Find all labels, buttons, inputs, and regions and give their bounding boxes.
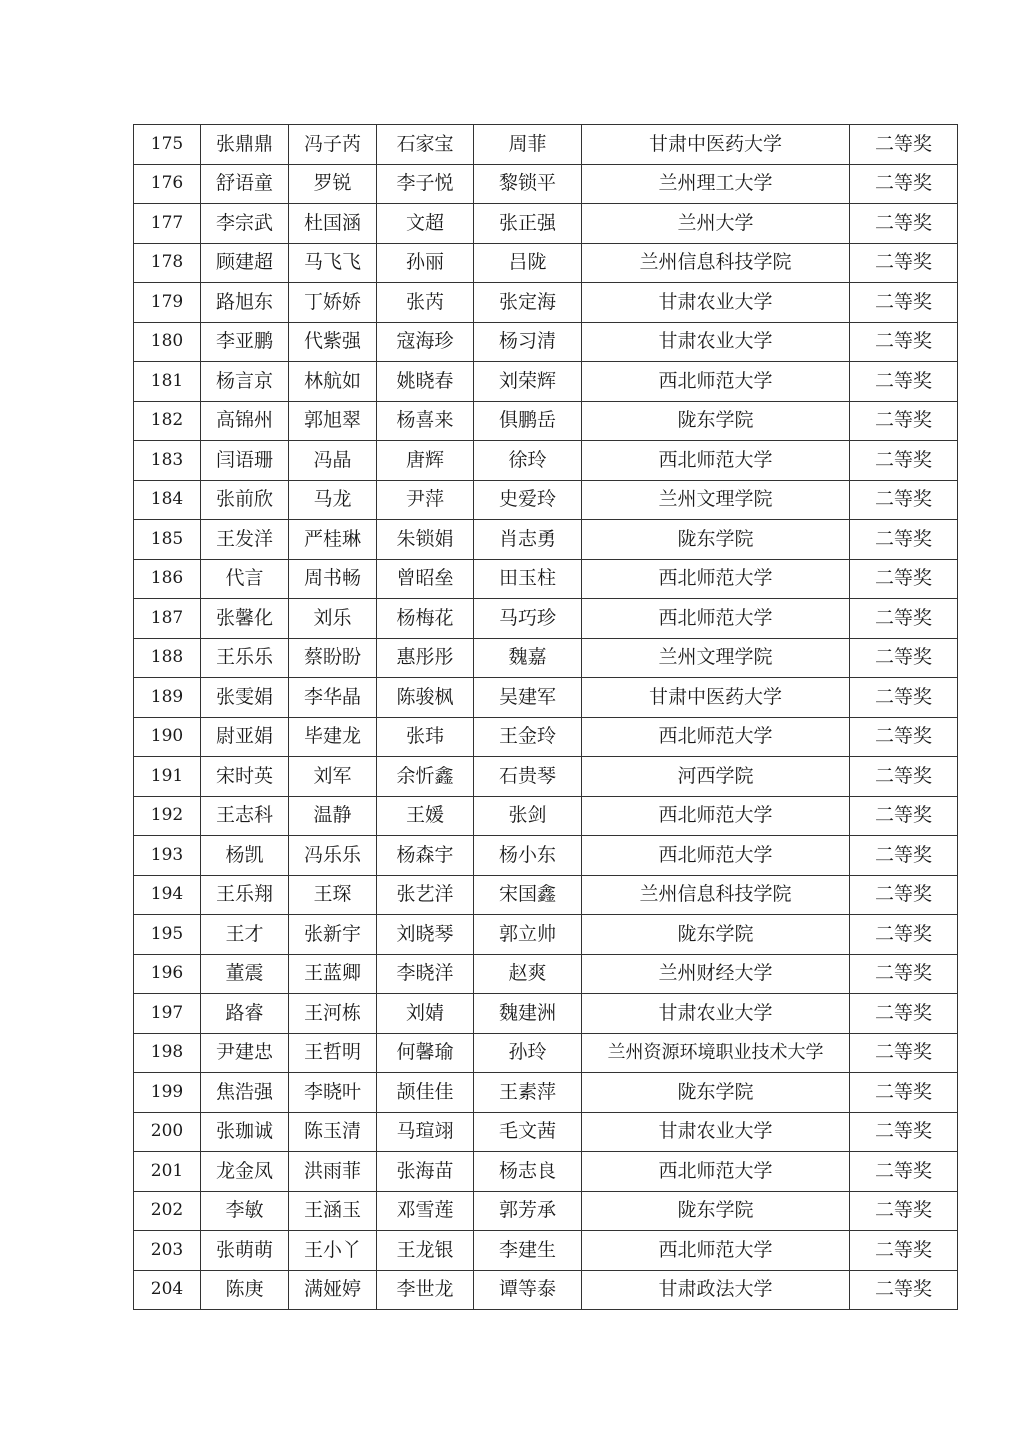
school-cell: 陇东学院 xyxy=(582,520,850,560)
member-3-cell: 石家宝 xyxy=(377,125,474,165)
entry-number-cell: 203 xyxy=(134,1231,201,1271)
entry-number-cell: 179 xyxy=(134,283,201,323)
member-3-cell: 尹萍 xyxy=(377,480,474,520)
school-cell: 陇东学院 xyxy=(582,1073,850,1113)
member-2-cell: 陈玉清 xyxy=(289,1112,377,1152)
table-row xyxy=(134,559,958,599)
entry-number-cell: 183 xyxy=(134,441,201,481)
entry-number-cell: 195 xyxy=(134,915,201,955)
member-3-cell: 惠彤彤 xyxy=(377,638,474,678)
entry-number-cell: 196 xyxy=(134,954,201,994)
member-2-cell: 严桂琳 xyxy=(289,520,377,560)
entry-number-cell: 187 xyxy=(134,599,201,639)
award-cell: 二等奖 xyxy=(850,599,958,639)
award-cell: 二等奖 xyxy=(850,1073,958,1113)
table-row xyxy=(134,717,958,757)
member-3-cell: 唐辉 xyxy=(377,441,474,481)
advisor-cell: 张正强 xyxy=(474,204,582,244)
member-2-cell: 毕建龙 xyxy=(289,717,377,757)
member-3-cell: 颉佳佳 xyxy=(377,1073,474,1113)
entry-number-cell: 204 xyxy=(134,1270,201,1310)
table-row xyxy=(134,1073,958,1113)
member-1-cell: 舒语童 xyxy=(201,164,289,204)
table-row xyxy=(134,599,958,639)
entry-number-cell: 197 xyxy=(134,994,201,1034)
school-cell: 兰州大学 xyxy=(582,204,850,244)
entry-number-cell: 186 xyxy=(134,559,201,599)
school-cell: 陇东学院 xyxy=(582,1191,850,1231)
member-2-cell: 刘乐 xyxy=(289,599,377,639)
award-cell: 二等奖 xyxy=(850,283,958,323)
school-cell: 兰州信息科技学院 xyxy=(582,243,850,283)
award-cell: 二等奖 xyxy=(850,1112,958,1152)
school-cell: 甘肃农业大学 xyxy=(582,994,850,1034)
entry-number-cell: 180 xyxy=(134,322,201,362)
member-2-cell: 杜国涵 xyxy=(289,204,377,244)
award-cell: 二等奖 xyxy=(850,954,958,994)
member-3-cell: 曾昭垒 xyxy=(377,559,474,599)
member-2-cell: 郭旭翠 xyxy=(289,401,377,441)
school-cell: 甘肃农业大学 xyxy=(582,1112,850,1152)
advisor-cell: 俱鹏岳 xyxy=(474,401,582,441)
advisor-cell: 张剑 xyxy=(474,796,582,836)
advisor-cell: 吴建军 xyxy=(474,678,582,718)
member-3-cell: 陈骏枫 xyxy=(377,678,474,718)
member-2-cell: 冯子芮 xyxy=(289,125,377,165)
advisor-cell: 郭立帅 xyxy=(474,915,582,955)
table-row xyxy=(134,994,958,1034)
member-1-cell: 董震 xyxy=(201,954,289,994)
member-1-cell: 路旭东 xyxy=(201,283,289,323)
advisor-cell: 黎锁平 xyxy=(474,164,582,204)
award-cell: 二等奖 xyxy=(850,757,958,797)
member-1-cell: 张雯娟 xyxy=(201,678,289,718)
member-2-cell: 马龙 xyxy=(289,480,377,520)
advisor-cell: 郭芳承 xyxy=(474,1191,582,1231)
member-2-cell: 冯乐乐 xyxy=(289,836,377,876)
entry-number-cell: 192 xyxy=(134,796,201,836)
advisor-cell: 杨小东 xyxy=(474,836,582,876)
table-row xyxy=(134,954,958,994)
advisor-cell: 周菲 xyxy=(474,125,582,165)
member-3-cell: 姚晓春 xyxy=(377,362,474,402)
entry-number-cell: 181 xyxy=(134,362,201,402)
entry-number-cell: 182 xyxy=(134,401,201,441)
school-cell: 西北师范大学 xyxy=(582,836,850,876)
member-2-cell: 马飞飞 xyxy=(289,243,377,283)
advisor-cell: 史爱玲 xyxy=(474,480,582,520)
member-3-cell: 李子悦 xyxy=(377,164,474,204)
member-2-cell: 李华晶 xyxy=(289,678,377,718)
member-3-cell: 马瑄翊 xyxy=(377,1112,474,1152)
member-1-cell: 李宗武 xyxy=(201,204,289,244)
award-results-table xyxy=(133,124,958,1310)
member-2-cell: 丁娇娇 xyxy=(289,283,377,323)
award-cell: 二等奖 xyxy=(850,480,958,520)
award-cell: 二等奖 xyxy=(850,164,958,204)
member-3-cell: 余忻鑫 xyxy=(377,757,474,797)
member-1-cell: 张萌萌 xyxy=(201,1231,289,1271)
school-cell: 兰州财经大学 xyxy=(582,954,850,994)
member-1-cell: 李敏 xyxy=(201,1191,289,1231)
award-cell: 二等奖 xyxy=(850,362,958,402)
member-2-cell: 王琛 xyxy=(289,875,377,915)
member-1-cell: 龙金凤 xyxy=(201,1152,289,1192)
award-cell: 二等奖 xyxy=(850,717,958,757)
table-row xyxy=(134,322,958,362)
member-1-cell: 顾建超 xyxy=(201,243,289,283)
table-row xyxy=(134,1033,958,1073)
member-2-cell: 周书畅 xyxy=(289,559,377,599)
school-cell: 兰州理工大学 xyxy=(582,164,850,204)
entry-number-cell: 202 xyxy=(134,1191,201,1231)
award-cell: 二等奖 xyxy=(850,796,958,836)
school-cell: 陇东学院 xyxy=(582,915,850,955)
table-row xyxy=(134,480,958,520)
table-row xyxy=(134,796,958,836)
member-2-cell: 王河栋 xyxy=(289,994,377,1034)
school-cell: 甘肃政法大学 xyxy=(582,1270,850,1310)
member-2-cell: 王涵玉 xyxy=(289,1191,377,1231)
member-1-cell: 焦浩强 xyxy=(201,1073,289,1113)
entry-number-cell: 188 xyxy=(134,638,201,678)
entry-number-cell: 194 xyxy=(134,875,201,915)
member-1-cell: 张馨化 xyxy=(201,599,289,639)
table-row xyxy=(134,243,958,283)
member-2-cell: 张新宇 xyxy=(289,915,377,955)
member-3-cell: 刘晓琴 xyxy=(377,915,474,955)
member-2-cell: 李晓叶 xyxy=(289,1073,377,1113)
table-row xyxy=(134,1152,958,1192)
advisor-cell: 王素萍 xyxy=(474,1073,582,1113)
member-2-cell: 温静 xyxy=(289,796,377,836)
member-2-cell: 王哲明 xyxy=(289,1033,377,1073)
advisor-cell: 李建生 xyxy=(474,1231,582,1271)
table-body xyxy=(134,125,958,1310)
member-3-cell: 李晓洋 xyxy=(377,954,474,994)
member-1-cell: 张前欣 xyxy=(201,480,289,520)
member-1-cell: 陈庚 xyxy=(201,1270,289,1310)
member-2-cell: 蔡盼盼 xyxy=(289,638,377,678)
member-2-cell: 代紫强 xyxy=(289,322,377,362)
school-cell: 西北师范大学 xyxy=(582,559,850,599)
member-1-cell: 王乐乐 xyxy=(201,638,289,678)
table-row xyxy=(134,915,958,955)
member-2-cell: 罗锐 xyxy=(289,164,377,204)
advisor-cell: 张定海 xyxy=(474,283,582,323)
entry-number-cell: 199 xyxy=(134,1073,201,1113)
table-row xyxy=(134,875,958,915)
member-2-cell: 冯晶 xyxy=(289,441,377,481)
advisor-cell: 谭等泰 xyxy=(474,1270,582,1310)
advisor-cell: 赵爽 xyxy=(474,954,582,994)
award-cell: 二等奖 xyxy=(850,1191,958,1231)
member-3-cell: 李世龙 xyxy=(377,1270,474,1310)
table-row xyxy=(134,678,958,718)
table-row xyxy=(134,836,958,876)
advisor-cell: 魏嘉 xyxy=(474,638,582,678)
award-cell: 二等奖 xyxy=(850,1231,958,1271)
table-row xyxy=(134,638,958,678)
entry-number-cell: 190 xyxy=(134,717,201,757)
advisor-cell: 宋国鑫 xyxy=(474,875,582,915)
entry-number-cell: 184 xyxy=(134,480,201,520)
member-1-cell: 高锦州 xyxy=(201,401,289,441)
entry-number-cell: 185 xyxy=(134,520,201,560)
member-3-cell: 何馨瑜 xyxy=(377,1033,474,1073)
table-row xyxy=(134,401,958,441)
member-1-cell: 代言 xyxy=(201,559,289,599)
school-cell: 兰州文理学院 xyxy=(582,638,850,678)
award-cell: 二等奖 xyxy=(850,441,958,481)
school-cell: 兰州信息科技学院 xyxy=(582,875,850,915)
school-cell: 兰州资源环境职业技术大学 xyxy=(582,1033,850,1073)
award-cell: 二等奖 xyxy=(850,994,958,1034)
member-3-cell: 张芮 xyxy=(377,283,474,323)
table-row xyxy=(134,1191,958,1231)
entry-number-cell: 191 xyxy=(134,757,201,797)
school-cell: 甘肃中医药大学 xyxy=(582,125,850,165)
advisor-cell: 杨习清 xyxy=(474,322,582,362)
table-row xyxy=(134,1112,958,1152)
advisor-cell: 徐玲 xyxy=(474,441,582,481)
award-cell: 二等奖 xyxy=(850,322,958,362)
table-row xyxy=(134,757,958,797)
award-cell: 二等奖 xyxy=(850,520,958,560)
advisor-cell: 杨志良 xyxy=(474,1152,582,1192)
table-row xyxy=(134,125,958,165)
member-2-cell: 满娅婷 xyxy=(289,1270,377,1310)
entry-number-cell: 177 xyxy=(134,204,201,244)
member-1-cell: 王志科 xyxy=(201,796,289,836)
award-cell: 二等奖 xyxy=(850,678,958,718)
member-3-cell: 朱锁娟 xyxy=(377,520,474,560)
member-1-cell: 闫语珊 xyxy=(201,441,289,481)
school-cell: 河西学院 xyxy=(582,757,850,797)
member-3-cell: 寇海珍 xyxy=(377,322,474,362)
member-1-cell: 路睿 xyxy=(201,994,289,1034)
member-1-cell: 李亚鹏 xyxy=(201,322,289,362)
award-cell: 二等奖 xyxy=(850,638,958,678)
advisor-cell: 马巧珍 xyxy=(474,599,582,639)
member-2-cell: 洪雨菲 xyxy=(289,1152,377,1192)
advisor-cell: 毛文茜 xyxy=(474,1112,582,1152)
school-cell: 甘肃农业大学 xyxy=(582,283,850,323)
member-3-cell: 杨喜来 xyxy=(377,401,474,441)
advisor-cell: 魏建洲 xyxy=(474,994,582,1034)
entry-number-cell: 189 xyxy=(134,678,201,718)
member-2-cell: 林航如 xyxy=(289,362,377,402)
advisor-cell: 孙玲 xyxy=(474,1033,582,1073)
school-cell: 西北师范大学 xyxy=(582,362,850,402)
member-3-cell: 刘婧 xyxy=(377,994,474,1034)
member-3-cell: 邓雪莲 xyxy=(377,1191,474,1231)
advisor-cell: 刘荣辉 xyxy=(474,362,582,402)
table-row xyxy=(134,1270,958,1310)
member-1-cell: 王乐翔 xyxy=(201,875,289,915)
award-cell: 二等奖 xyxy=(850,204,958,244)
award-cell: 二等奖 xyxy=(850,1270,958,1310)
advisor-cell: 王金玲 xyxy=(474,717,582,757)
table-row xyxy=(134,520,958,560)
member-3-cell: 张海苗 xyxy=(377,1152,474,1192)
advisor-cell: 肖志勇 xyxy=(474,520,582,560)
table-row xyxy=(134,1231,958,1271)
school-cell: 甘肃中医药大学 xyxy=(582,678,850,718)
member-1-cell: 杨言京 xyxy=(201,362,289,402)
school-cell: 西北师范大学 xyxy=(582,599,850,639)
table-row xyxy=(134,283,958,323)
school-cell: 西北师范大学 xyxy=(582,717,850,757)
school-cell: 西北师范大学 xyxy=(582,1152,850,1192)
award-cell: 二等奖 xyxy=(850,243,958,283)
member-3-cell: 王龙银 xyxy=(377,1231,474,1271)
member-1-cell: 尹建忠 xyxy=(201,1033,289,1073)
entry-number-cell: 176 xyxy=(134,164,201,204)
award-cell: 二等奖 xyxy=(850,125,958,165)
school-cell: 西北师范大学 xyxy=(582,441,850,481)
member-1-cell: 张珈诚 xyxy=(201,1112,289,1152)
member-3-cell: 张艺洋 xyxy=(377,875,474,915)
member-1-cell: 王发洋 xyxy=(201,520,289,560)
member-1-cell: 尉亚娟 xyxy=(201,717,289,757)
table-row xyxy=(134,164,958,204)
member-3-cell: 孙丽 xyxy=(377,243,474,283)
entry-number-cell: 178 xyxy=(134,243,201,283)
member-2-cell: 刘军 xyxy=(289,757,377,797)
member-3-cell: 文超 xyxy=(377,204,474,244)
member-3-cell: 王媛 xyxy=(377,796,474,836)
member-3-cell: 张玮 xyxy=(377,717,474,757)
entry-number-cell: 201 xyxy=(134,1152,201,1192)
advisor-cell: 田玉柱 xyxy=(474,559,582,599)
award-cell: 二等奖 xyxy=(850,875,958,915)
member-1-cell: 宋时英 xyxy=(201,757,289,797)
school-cell: 甘肃农业大学 xyxy=(582,322,850,362)
school-cell: 西北师范大学 xyxy=(582,796,850,836)
member-1-cell: 杨凯 xyxy=(201,836,289,876)
member-1-cell: 王才 xyxy=(201,915,289,955)
school-cell: 兰州文理学院 xyxy=(582,480,850,520)
school-cell: 西北师范大学 xyxy=(582,1231,850,1271)
table-row xyxy=(134,441,958,481)
member-2-cell: 王小丫 xyxy=(289,1231,377,1271)
table-row xyxy=(134,362,958,402)
member-3-cell: 杨梅花 xyxy=(377,599,474,639)
award-cell: 二等奖 xyxy=(850,1152,958,1192)
entry-number-cell: 193 xyxy=(134,836,201,876)
member-2-cell: 王蓝卿 xyxy=(289,954,377,994)
entry-number-cell: 198 xyxy=(134,1033,201,1073)
award-cell: 二等奖 xyxy=(850,915,958,955)
entry-number-cell: 175 xyxy=(134,125,201,165)
member-1-cell: 张鼎鼎 xyxy=(201,125,289,165)
member-3-cell: 杨森宇 xyxy=(377,836,474,876)
award-cell: 二等奖 xyxy=(850,836,958,876)
entry-number-cell: 200 xyxy=(134,1112,201,1152)
award-cell: 二等奖 xyxy=(850,1033,958,1073)
award-cell: 二等奖 xyxy=(850,559,958,599)
table-row xyxy=(134,204,958,244)
advisor-cell: 吕陇 xyxy=(474,243,582,283)
advisor-cell: 石贵琴 xyxy=(474,757,582,797)
award-cell: 二等奖 xyxy=(850,401,958,441)
school-cell: 陇东学院 xyxy=(582,401,850,441)
